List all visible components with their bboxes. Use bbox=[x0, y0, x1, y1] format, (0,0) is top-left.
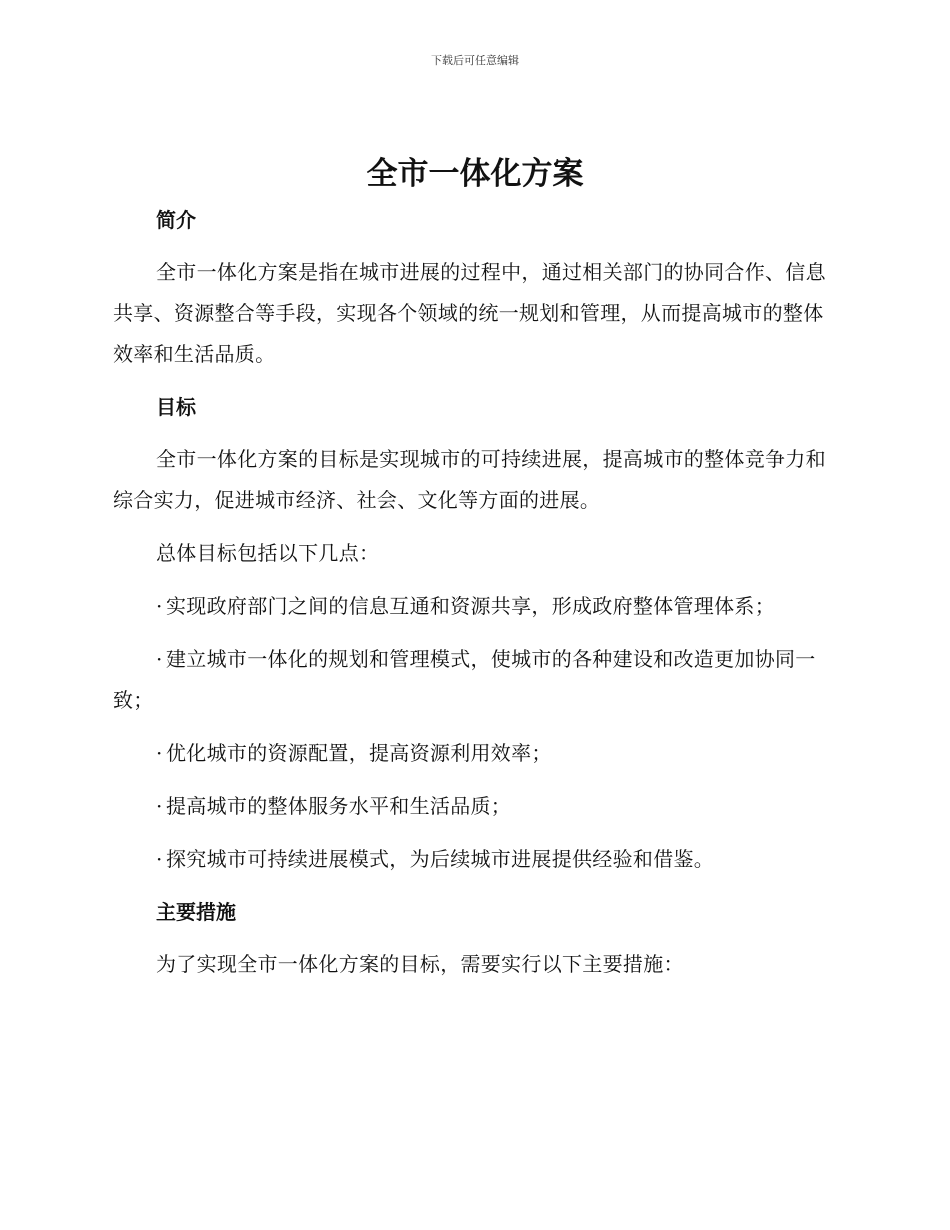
document-body bbox=[113, 198, 835, 985]
header-note: 下载后可任意编辑 bbox=[431, 54, 519, 67]
goal-bullet-text: 建立城市一体化的规划和管理模式，使城市的各种建设和改造更加协同一致； bbox=[113, 647, 816, 712]
goal-bullet-4 bbox=[113, 786, 835, 827]
goal-bullet-5 bbox=[113, 839, 835, 880]
section-heading-measures: 主要措施 bbox=[156, 900, 236, 924]
goal-bullet-text: 探究城市可持续进展模式，为后续城市进展提供经验和借鉴。 bbox=[166, 847, 715, 871]
intro-paragraph: 全市一体化方案是指在城市进展的过程中，通过相关部门的协同合作、信息共享、资源整合等手段，实现各个领域的统一规划和管理，从而提高城市的整体效率和生活品质。 bbox=[113, 260, 826, 366]
section-heading-intro: 简介 bbox=[156, 208, 196, 232]
goals-paragraph: 全市一体化方案的目标是实现城市的可持续进展，提高城市的整体竞争力和综合实力，促进城市经济、社会、文化等方面的进展。 bbox=[113, 447, 826, 512]
goal-bullet-3 bbox=[113, 733, 835, 774]
bullet-dot-icon: · bbox=[156, 741, 163, 765]
section-heading-goals: 目标 bbox=[156, 395, 196, 419]
goal-bullet-1 bbox=[113, 586, 835, 627]
bullet-dot-icon: · bbox=[156, 794, 163, 818]
goal-bullet-text: 提高城市的整体服务水平和生活品质； bbox=[166, 794, 512, 818]
bullet-dot-icon: · bbox=[156, 594, 163, 618]
goal-bullet-text: 优化城市的资源配置，提高资源利用效率； bbox=[166, 741, 552, 765]
bullet-dot-icon: · bbox=[156, 647, 163, 671]
goal-bullet-2 bbox=[113, 639, 835, 721]
bullet-dot-icon: · bbox=[156, 847, 163, 871]
goals-lead: 总体目标包括以下几点： bbox=[156, 541, 380, 565]
measures-paragraph: 为了实现全市一体化方案的目标，需要实行以下主要措施： bbox=[156, 952, 684, 976]
document-title: 全市一体化方案 bbox=[366, 156, 584, 192]
goal-bullet-text: 实现政府部门之间的信息互通和资源共享，形成政府整体管理体系； bbox=[166, 594, 775, 618]
